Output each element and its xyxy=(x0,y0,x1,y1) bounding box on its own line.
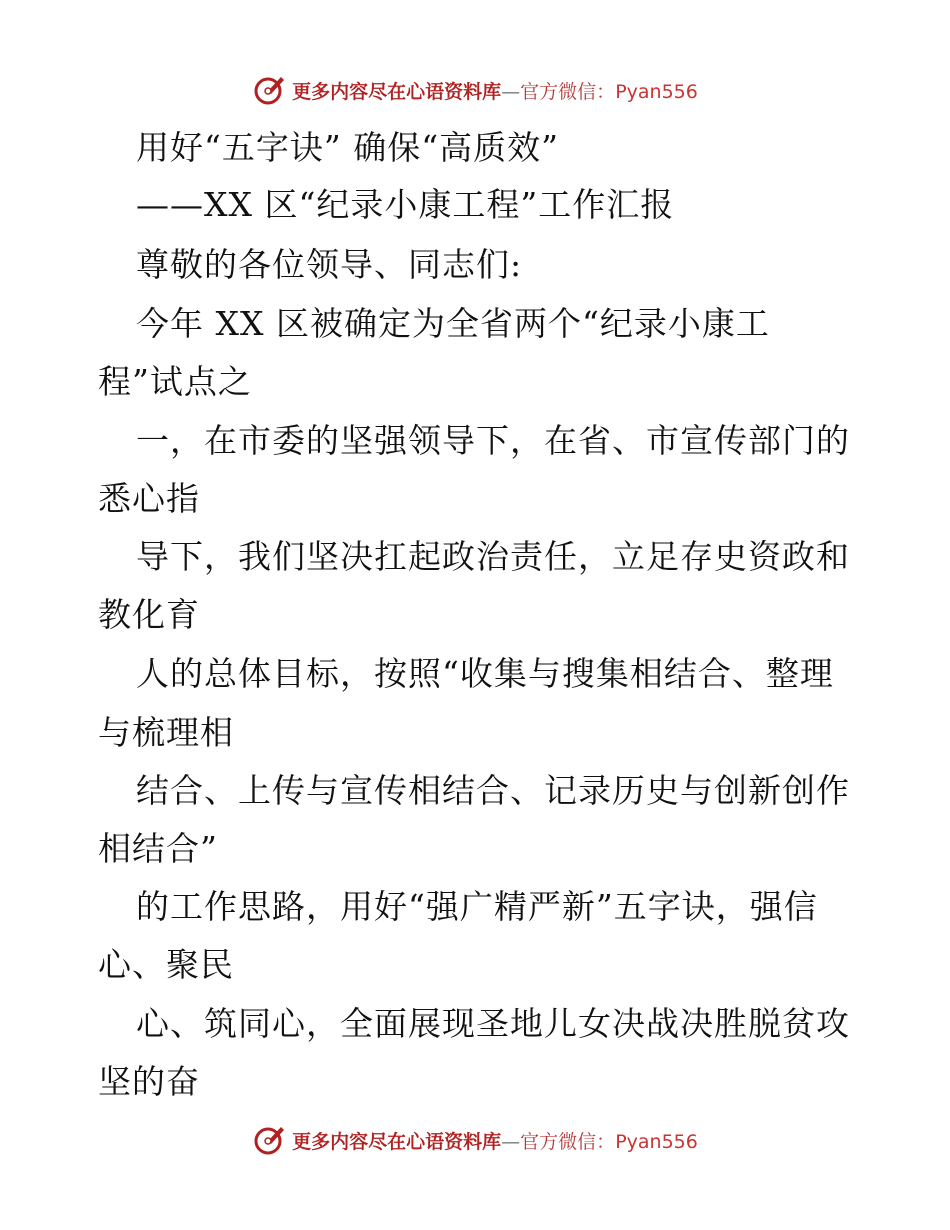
separator: — xyxy=(501,1130,521,1153)
paragraph-line: 的工作思路，用好“强广精严新”五字诀，强信 xyxy=(136,887,818,926)
document-title: 用好“五字诀” 确保“高质效” xyxy=(136,128,559,167)
paragraph-line: 教化育 xyxy=(98,595,200,634)
paragraph-line: 心、聚民 xyxy=(98,945,234,984)
pen-logo-icon xyxy=(252,73,286,107)
separator: — xyxy=(501,80,521,103)
paragraph-line: 相结合” xyxy=(98,829,218,868)
wechat-label: 官方微信： xyxy=(520,80,616,103)
paragraph-line: 悉心指 xyxy=(98,479,200,518)
paragraph-line: 结合、上传与宣传相结合、记录历史与创新创作 xyxy=(136,771,850,810)
paragraph-line: 坚的奋 xyxy=(98,1062,200,1101)
wechat-id: Pyan556 xyxy=(615,1130,698,1153)
watermark-text xyxy=(292,1127,698,1154)
paragraph-line: 与梳理相 xyxy=(98,713,234,752)
paragraph-line: 心、筑同心，全面展现圣地儿女决战决胜脱贫攻 xyxy=(136,1004,850,1043)
footer-watermark xyxy=(0,1120,950,1160)
brand-text: 更多内容尽在心语资料库 xyxy=(292,80,502,103)
pen-logo-icon xyxy=(252,1123,286,1157)
header-watermark xyxy=(0,70,950,110)
paragraph-line: 程”试点之 xyxy=(98,362,252,401)
document-subtitle: ——XX 区“纪录小康工程”工作汇报 xyxy=(136,185,675,224)
paragraph-line: 今年 XX 区被确定为全省两个“纪录小康工 xyxy=(136,304,770,343)
salutation: 尊敬的各位领导、同志们: xyxy=(136,245,523,284)
brand-text: 更多内容尽在心语资料库 xyxy=(292,1130,502,1153)
paragraph-line: 人的总体目标，按照“收集与搜集相结合、整理 xyxy=(136,654,834,693)
paragraph-line: 一，在市委的坚强领导下，在省、市宣传部门的 xyxy=(136,421,850,460)
wechat-label: 官方微信： xyxy=(520,1130,616,1153)
wechat-id: Pyan556 xyxy=(615,80,698,103)
paragraph-line: 导下，我们坚决扛起政治责任，立足存史资政和 xyxy=(136,537,850,576)
watermark-text xyxy=(292,77,698,104)
